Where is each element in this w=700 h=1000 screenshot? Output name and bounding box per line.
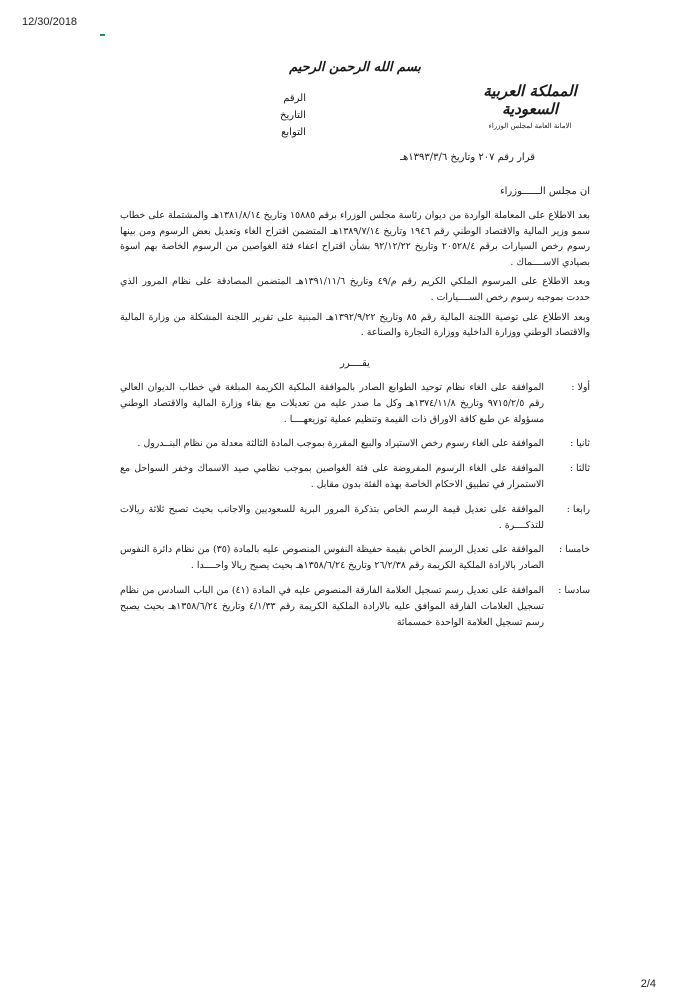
article-text: الموافقة على الغاء نظام توحيد الطوابع الصادر بالموافقة الملكية الكريمة المبلغة في خطاب الديوان العالي رقم ٩٧١٥/٢/٥ وتاريخ ١٣٧٤/١١/٨هـ وكل ما صدر عليه من تعديلات مع بقاء وزارة المالية والاقتصاد الوطني مسؤولة عن طبع كافة الاوراق ذات القيمة وتنظيم عملية توزيعهــــا . xyxy=(120,382,544,425)
article-label: أولا : xyxy=(571,382,590,393)
decision-number-line: قرار رقم ٢٠٧ وتاريخ ١٣٩٣/٣/٦هـ xyxy=(400,152,535,163)
articles-list xyxy=(120,380,590,639)
article-item xyxy=(120,380,590,427)
article-label: ثالثا : xyxy=(569,463,590,475)
decree-heading: يقــــرر xyxy=(340,358,370,369)
preamble-paragraph: بعد الاطلاع على المعاملة الواردة من ديوان رئاسة مجلس الوزراء برقم ١٥٨٨٥ وتاريخ ١٣٨١/٨/١٤هـ والمشتملة على خطاب سمو وزير المالية والاقتصاد الوطني رقم ١٩٤٦ وتاريخ ١٣٨٩/٧/١٤هـ المتضمن اقتراح الغاء وتعديل بعض الرسوم ومن بينها رسوم رخص السيارات برقم ٢٠٥٢٨/٤ وتاريخ ٩٢/١٢/٢٢ بشأن اقتراح اعفاء فئة الغواصين من الرسوم الخاصة بهم اسوة بصيادي الاســــماك . xyxy=(120,210,590,268)
basmala-heading: بسم الله الرحمن الرحيم xyxy=(289,60,421,75)
preamble-paragraph: وبعد الاطلاع على المرسوم الملكي الكريم رقم م/٤٩ وتاريخ ١٣٩١/١١/٦هـ المتضمن المصادقة على نظام المرور الذي حددت بموجبه رسوم رخص الســــيارات . xyxy=(120,276,590,303)
preamble-paragraph: وبعد الاطلاع على توصية اللجنة المالية رقم ٨٥ وتاريخ ١٣٩٢/٩/٢٢هـ المبنية على تقرير اللجنة المشكلة من وزارة المالية والاقتصاد الوطني ووزارة الداخلية ووزارة التجارة والصناعة . xyxy=(120,311,590,339)
document-page xyxy=(120,40,590,720)
scan-mark xyxy=(100,34,105,36)
article-item xyxy=(120,436,590,452)
article-text: الموافقة على تعديل قيمة الرسم الخاص بتذكرة المرور البرية للسعوديين والاجانب بحيث تصبح ثلاثة ريالات للتذكــــرة . xyxy=(120,503,544,531)
article-label: سادسا : xyxy=(558,584,590,596)
letterhead-subtitle: الامانة العامة لمجلس الوزراء xyxy=(488,122,572,130)
article-text: الموافقة على الغاء رسوم رخص الاستيراد والبيع المقررة بموجب المادة الثالثة معدلة من نظام البنــدرول . xyxy=(137,438,544,450)
letterhead-title: المملكة العربية السعودية xyxy=(483,82,577,118)
article-label: خامسا : xyxy=(558,544,590,556)
page-number: 2/4 xyxy=(640,978,656,990)
print-date: 12/30/2018 xyxy=(22,16,78,28)
article-label: ثانيا : xyxy=(570,438,590,450)
date-label: التاريخ xyxy=(280,110,306,121)
letterhead xyxy=(470,82,590,130)
council-intro: ان مجلس الــــــوزراء xyxy=(499,186,590,197)
article-label: رابعا : xyxy=(566,503,590,515)
attachments-label: التوابع xyxy=(281,127,306,138)
preamble xyxy=(120,208,590,345)
article-text: الموافقة على تعديل الرسم الخاص بقيمة حفيظة النفوس المنصوص عليه بالمادة (٣٥) من نظام دائرة النفوس الصادر بالارادة الملكية الكريمة رقم ٢٦/٢/٣٨ وتاريخ ١٣٥٨/٦/٢٤هـ بحيث يصبح ريالا واحــــدا . xyxy=(120,544,544,572)
article-text: الموافقة على تعديل رسم تسجيل العلامة الفارقة المنصوص عليه في المادة (٤١) من الباب السادس من نظام تسجيل العلامات الفارقة الموافق عليه بالارادة الملكية الكريمة رقم ٤/١/٣٣ وتاريخ ١٣٥٨/٦/٢٤هـ بحيث يصبح رسم تسجيل العلامة الواحدة خمسمائة xyxy=(120,584,545,628)
article-item xyxy=(120,542,590,574)
number-label: الرقم xyxy=(283,93,306,104)
article-item xyxy=(120,583,590,630)
article-item xyxy=(120,461,590,493)
article-item xyxy=(120,502,590,534)
article-text: الموافقة على الغاء الرسوم المفروضة على فئة الغواصين بموجب نظامي صيد الاسماك وخفر السواحل مع الاستمرار في تطبيق الاحكام الخاصة بهذه الفئة بدون مقابل . xyxy=(120,463,544,490)
reference-fields xyxy=(280,90,306,141)
